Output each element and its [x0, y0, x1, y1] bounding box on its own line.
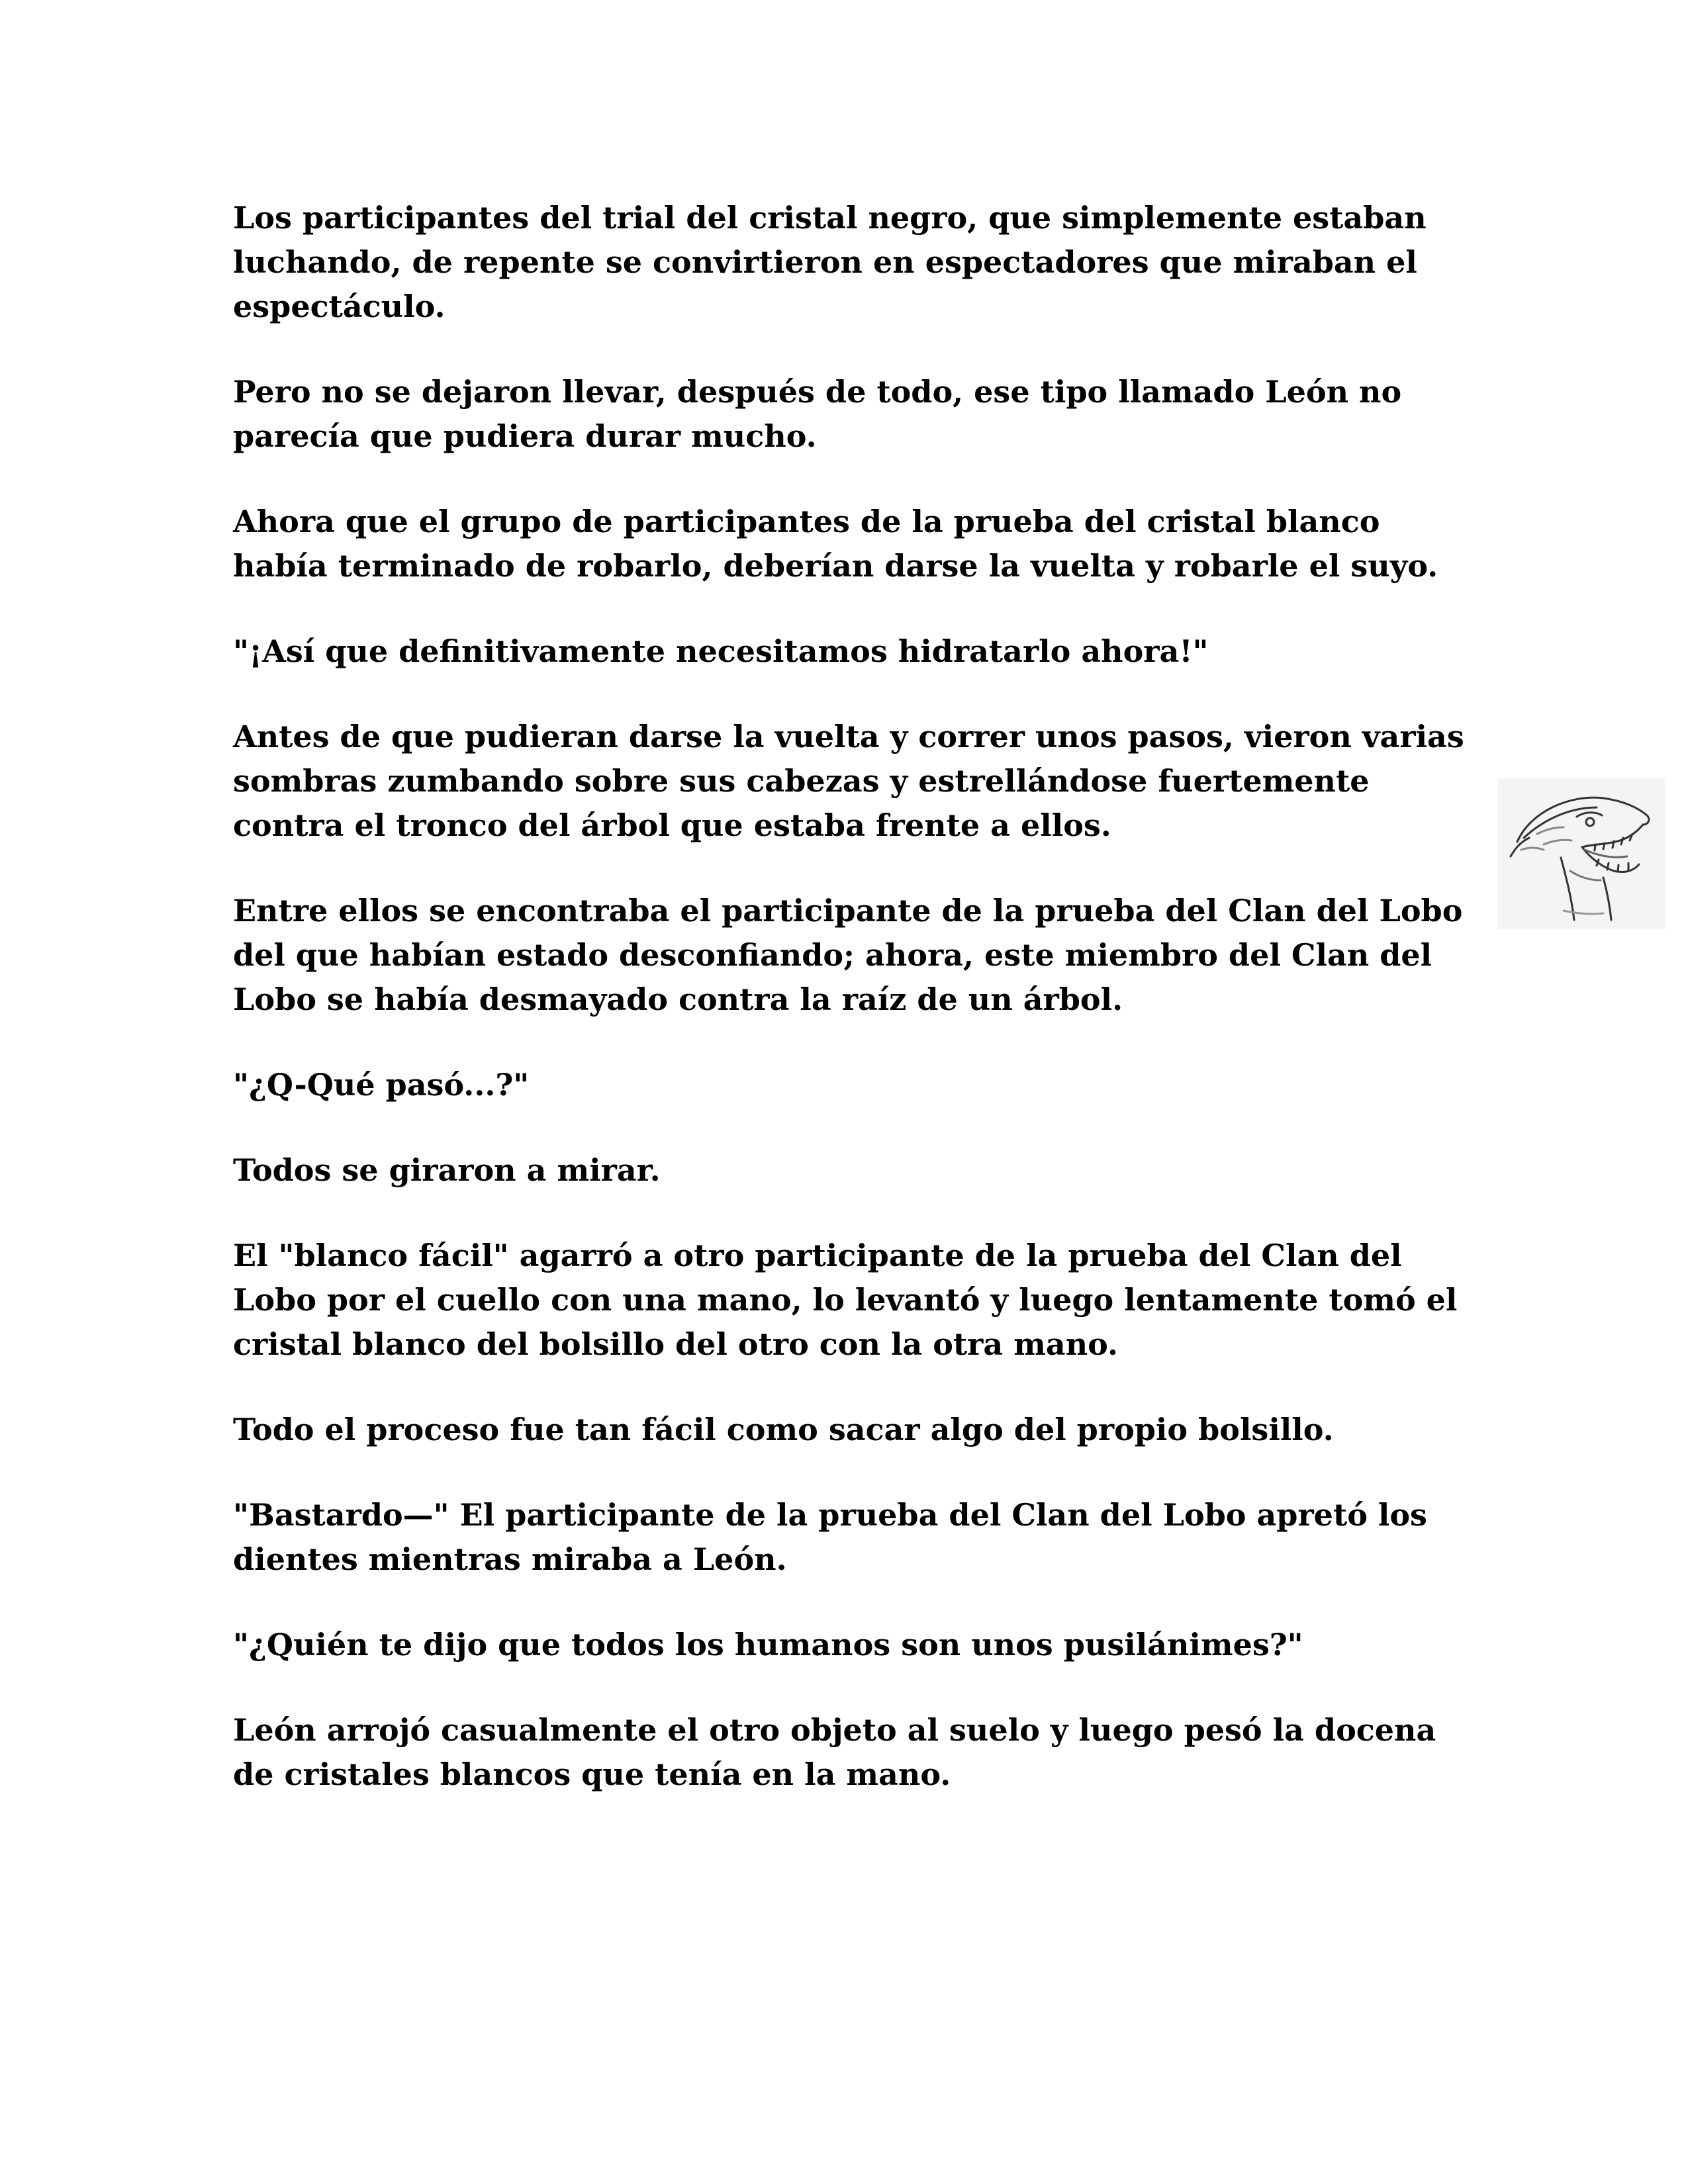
- paragraph-10: Todo el proceso fue tan fácil como sacar algo del propio bolsillo.: [233, 1412, 1334, 1447]
- paragraph-3: Ahora que el grupo de participantes de la prueba del cristal blanco había terminado de robarlo, deberían darse la vuelta y robarle el suyo.: [233, 504, 1438, 584]
- dinosaur-head-sketch-icon: [1497, 778, 1665, 929]
- paragraph-12: "¿Quién te dijo que todos los humanos son unos pusilánimes?": [233, 1627, 1303, 1662]
- paragraph-4: "¡Así que definitivamente necesitamos hidratarlo ahora!": [233, 633, 1209, 669]
- paragraph-2: Pero no se dejaron llevar, después de todo, ese tipo llamado León no parecía que pudiera durar mucho.: [233, 374, 1402, 454]
- paragraph-6: Entre ellos se encontraba el participante de la prueba del Clan del Lobo del que habían estado desconfiando; ahora, este miembro del Clan del Lobo se había desmayado contra la raíz de un árbol.: [233, 893, 1463, 1017]
- paragraph-5: Antes de que pudieran darse la vuelta y correr unos pasos, vieron varias sombras zumbando sobre sus cabezas y estrellándose fuertemente contra el tronco del árbol que estaba frente a ellos.: [233, 719, 1464, 843]
- paragraph-13: León arrojó casualmente el otro objeto al suelo y luego pesó la docena de cristales blancos que tenía en la mano.: [233, 1712, 1436, 1792]
- text-column: [233, 196, 1477, 1838]
- paragraph-7: "¿Q-Qué pasó...?": [233, 1067, 530, 1103]
- paragraph-9: El "blanco fácil" agarró a otro participante de la prueba del Clan del Lobo por el cuello con una mano, lo levantó y luego lentamente tomó el cristal blanco del bolsillo del otro con la otra mano.: [233, 1238, 1458, 1362]
- paragraph-8: Todos se giraron a mirar.: [233, 1152, 661, 1188]
- paragraph-1: Los participantes del trial del cristal negro, que simplemente estaban luchando, de repente se convirtieron en espectadores que miraban el espectáculo.: [233, 200, 1427, 324]
- paragraph-11: "Bastardo—" El participante de la prueba del Clan del Lobo apretó los dientes mientras miraba a León.: [233, 1497, 1427, 1577]
